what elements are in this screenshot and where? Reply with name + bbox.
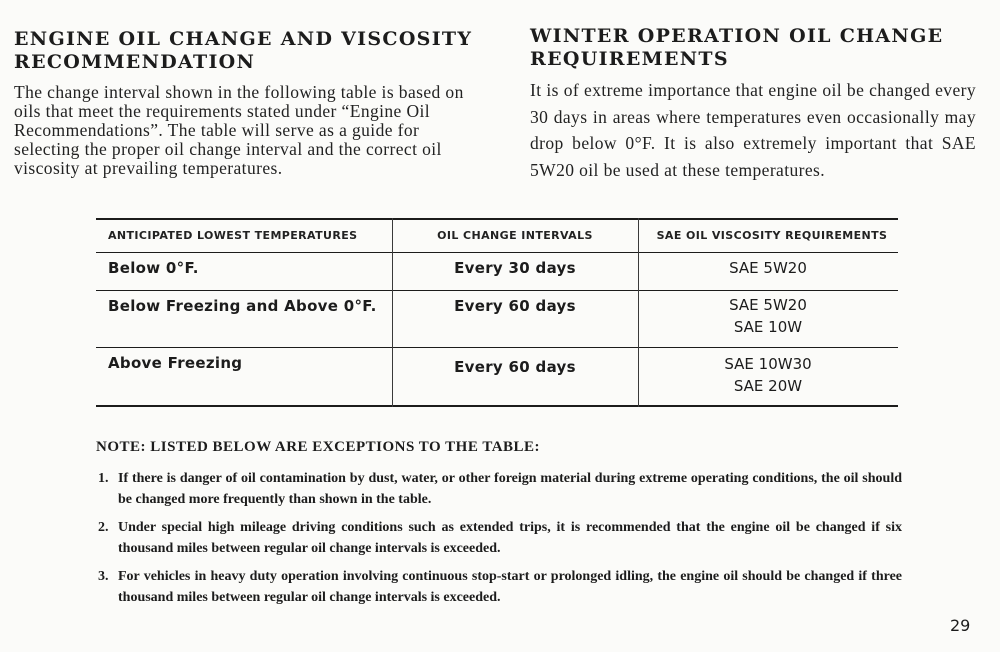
winter-operation-paragraph: It is of extreme importance that engine oil be changed every 30 days in areas where temperatures even occasionally may drop below 0°F. It is also extremely important that SAE 5W20 oil be used at these temperatures. xyxy=(530,80,976,180)
row-3-viscosity xyxy=(638,353,898,397)
viscosity-value: SAE 10W xyxy=(733,318,803,336)
row-3-temperature: Above Freezing xyxy=(108,354,243,372)
list-item-number: 2. xyxy=(98,520,109,535)
header-rule xyxy=(96,252,898,253)
viscosity-value: SAE 10W30 xyxy=(724,355,812,373)
viscosity-value: SAE 5W20 xyxy=(729,296,807,314)
header-temperatures: ANTICIPATED LOWEST TEMPERATURES xyxy=(108,229,358,242)
list-item xyxy=(96,468,902,510)
row-divider xyxy=(96,347,898,348)
row-1-interval: Every 30 days xyxy=(454,259,576,277)
viscosity-value: SAE 5W20 xyxy=(729,259,807,277)
row-3-interval: Every 60 days xyxy=(454,358,576,376)
row-2-interval: Every 60 days xyxy=(454,297,576,315)
list-item xyxy=(96,517,902,559)
list-item-text: If there is danger of oil contamination by dust, water, or other foreign material during extreme operating conditions, the oil should be changed more frequently than shown in the table. xyxy=(118,471,902,507)
list-item-number: 1. xyxy=(98,471,109,486)
winter-operation-heading: WINTER OPERATION OIL CHANGE REQUIREMENTS xyxy=(530,25,944,70)
list-item xyxy=(96,566,902,608)
engine-oil-change-heading: ENGINE OIL CHANGE AND VISCOSITY RECOMMENDATION xyxy=(14,28,473,73)
row-2-temperature: Below Freezing and Above 0°F. xyxy=(108,297,377,315)
row-2-viscosity xyxy=(638,294,898,338)
list-item-text: Under special high mileage driving conditions such as extended trips, it is recommended that the engine oil be changed if six thousand miles between regular oil change intervals is exceeded. xyxy=(118,520,902,556)
list-item-number: 3. xyxy=(98,569,109,584)
page-number: 29 xyxy=(950,616,971,635)
oil-change-table xyxy=(96,218,898,407)
notes-title: NOTE: LISTED BELOW ARE EXCEPTIONS TO THE TABLE: xyxy=(96,439,541,455)
exceptions-list xyxy=(96,468,902,615)
row-1-viscosity xyxy=(638,257,898,279)
list-item-text: For vehicles in heavy duty operation involving continuous stop-start or prolonged idling, the engine oil should be changed if three thousand miles between regular oil change intervals is exceeded. xyxy=(118,569,902,605)
header-viscosity: SAE OIL VISCOSITY REQUIREMENTS xyxy=(656,229,888,242)
viscosity-value: SAE 20W xyxy=(733,377,803,395)
table-top-rule xyxy=(96,218,898,220)
change-interval-paragraph: The change interval shown in the following table is based on oils that meet the requirements stated under “Engine Oil Recommendations”. The table will serve as a guide for selecting the proper oil change interval and the correct oil viscosity at prevailing temperatures. xyxy=(14,82,464,178)
row-1-temperature: Below 0°F. xyxy=(108,259,199,277)
table-bottom-rule xyxy=(96,405,898,407)
row-divider xyxy=(96,290,898,291)
header-intervals: OIL CHANGE INTERVALS xyxy=(437,229,593,242)
